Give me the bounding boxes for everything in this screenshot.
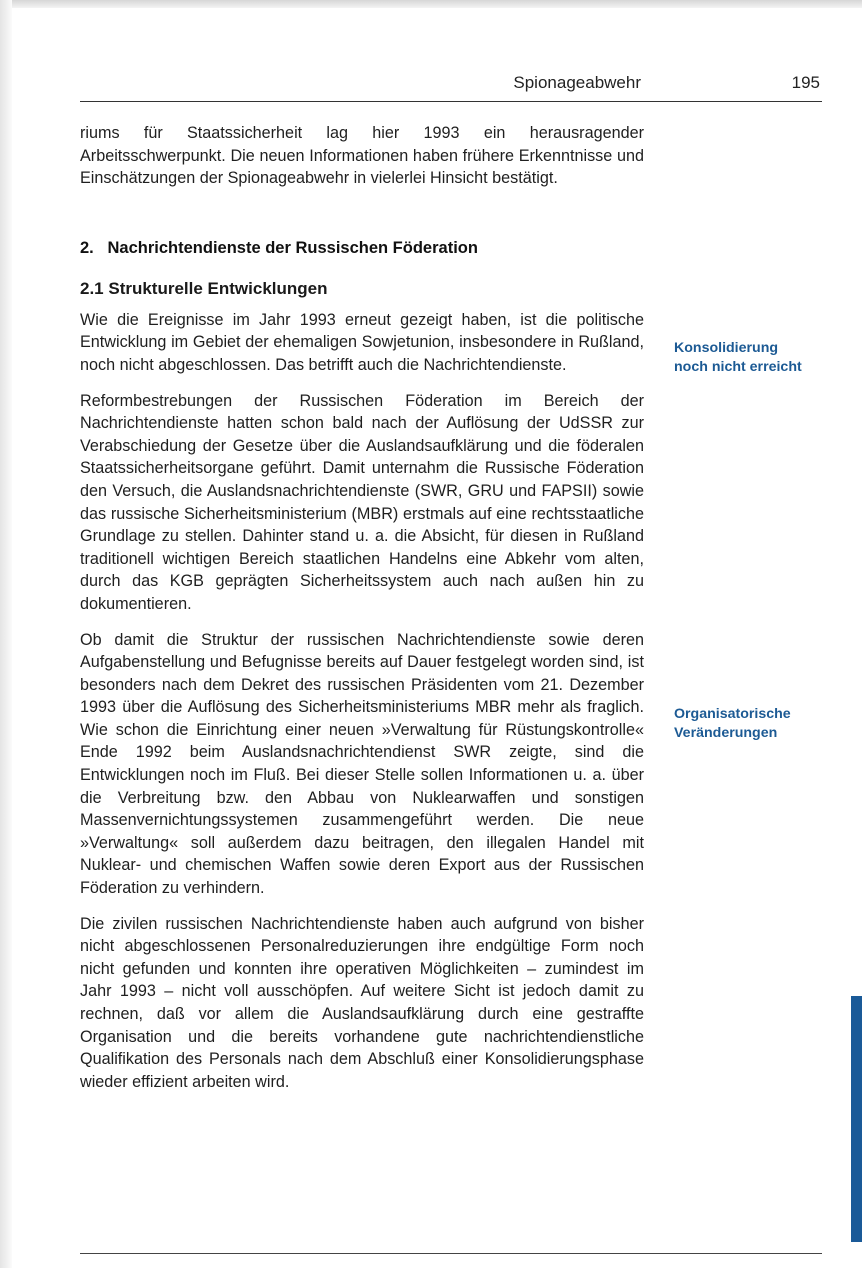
footer-rule [80, 1253, 822, 1254]
running-title: Spionageabwehr [513, 73, 641, 92]
header-rule [80, 101, 822, 102]
page-number: 195 [791, 73, 820, 92]
margin-note-line: noch nicht erreicht [674, 359, 802, 375]
margin-note-line: Veränderungen [674, 725, 778, 741]
subsection-heading: 2.1 Strukturelle Entwicklungen [80, 278, 328, 298]
margin-note-konsolidierung [674, 339, 834, 377]
main-text-column [80, 122, 644, 1093]
paragraph-1: Wie die Ereignisse im Jahr 1993 erneut gezeigt haben, ist die politische Entwicklung im Gebiet der ehemaligen Sowjetunion, insbesondere in Rußland, noch nicht abgeschlossen. Das betrifft auch die Nachrichtendienste. [80, 310, 644, 374]
intro-paragraph: riums für Staatssicherheit lag hier 1993 ein herausragender Arbeitsschwerpunkt. Die neuen Informationen haben frühere Erkenntnisse und Einschätzungen der Spionageabwehr in vielerlei Hinsicht bestätigt. [80, 124, 644, 188]
margin-note-line: Organisatorische [674, 706, 791, 722]
paragraph-2: Reformbestrebungen der Russischen Föderation im Bereich der Nachrichtendienste hatten schon bald nach der Auflösung der UdSSR zur Verabschiedung der Gesetze über die Auslandsaufklärung und die föderalen Staatssicherheitsorgane geführt. Damit unternahm die Russische Föderation den Versuch, die Auslandsnachrichtendienste (SWR, GRU und FAPSII) sowie das russische Sicherheitsministerium (MBR) erstmals auf eine rechtsstaatliche Grundlage zu stellen. Dahinter stand u. a. die Absicht, für diesen in Rußland traditionell wichtigen Bereich staatlichen Handelns eine Abkehr vom alten, durch das KGB geprägten Sicherheitssystem auch nach außen hin zu dokumentieren. [80, 391, 644, 613]
thumb-index-tab [851, 996, 862, 1242]
paragraph-3: Ob damit die Struktur der russischen Nachrichtendienste sowie deren Aufgabenstellung und Befugnisse bereits auf Dauer festgelegt worden sind, ist besonders nach dem Dekret des russischen Präsidenten vom 21. Dezember 1993 über die Auflösung des Sicherheitsministeriums MBR mehr als fraglich. Wie schon die Einrichtung einer neuen »Verwaltung für Rüstungskontrolle« Ende 1992 beim Auslandsnachrichtendienst SWR zeigte, sind die Entwicklungen noch im Fluß. Bei dieser Stelle sollen Informationen u. a. über die Verbreitung bzw. den Abbau von Nuklearwaffen und sonstigen Massenvernichtungssystemen zusammengeführt werden. Die neue »Verwaltung« soll außerdem dazu beitragen, den illegalen Handel mit Nuklear- und chemischen Waffen sowie deren Export aus der Russischen Föderation zu verhindern. [80, 630, 644, 898]
scan-edge-left [0, 0, 12, 1268]
section-heading: 2. Nachrichtendienste der Russischen Föderation [80, 238, 478, 257]
margin-note-organisatorische [674, 705, 834, 743]
body-paragraphs [80, 309, 644, 1094]
scan-edge-top [0, 0, 862, 8]
margin-note-line: Konsolidierung [674, 340, 779, 356]
page-header [80, 73, 822, 101]
paragraph-4: Die zivilen russischen Nachrichtendienste haben auch aufgrund von bisher nicht abgeschlossenen Personalreduzierungen ihre endgültige Form noch nicht gefunden und konnten ihre operativen Möglichkeiten – zumindest im Jahr 1993 – nicht voll ausschöpfen. Auf weitere Sicht ist jedoch damit zu rechnen, daß vor allem die Auslandsaufklärung durch eine gestraffte Organisation und die bereits vorhandene gute nachrichtendienstliche Qualifikation des Personals nach dem Abschluß einer Konsolidierungsphase wieder effizient arbeiten wird. [80, 914, 644, 1091]
